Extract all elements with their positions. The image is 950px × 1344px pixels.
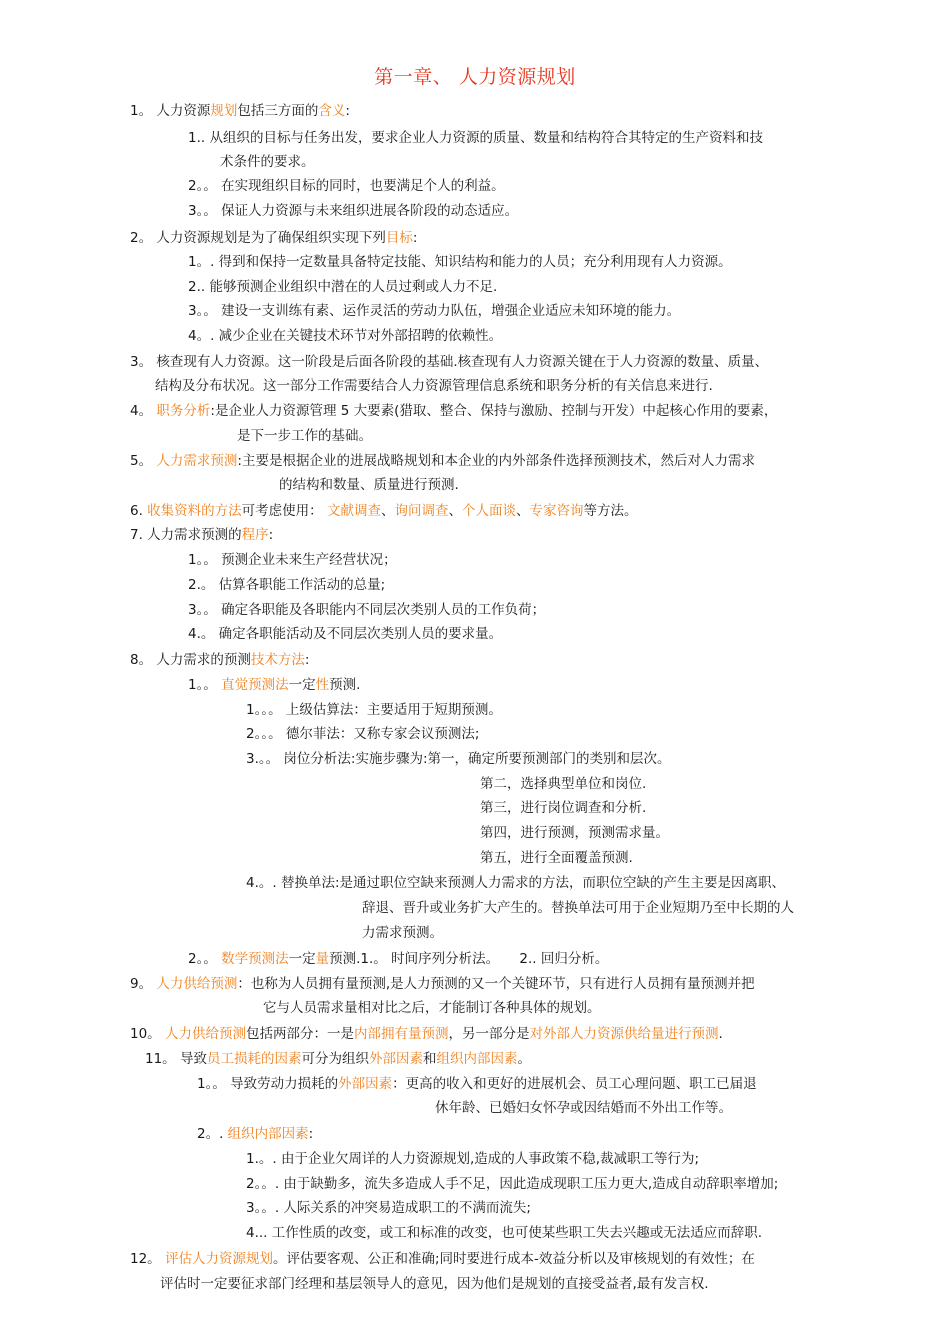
text-segment: 4.。. 替换单法:是通过职位空缺来预测人力需求的方法，而职位空缺的产生主要是因离职、 [246, 875, 786, 891]
text-segment: 3。。 确定各职能及各职能内不同层次类别人员的工作负荷； [188, 602, 546, 618]
text-segment: 1.。. 由于企业欠周详的人力资源规划,造成的人事政策不稳,裁减职工等行为; [246, 1151, 700, 1167]
highlighted-term: 外部因素 [338, 1076, 393, 1092]
text-line [188, 177, 505, 195]
highlighted-term: 组织内部因素 [436, 1051, 518, 1067]
text-segment: 1。. 得到和保持一定数量具备特定技能、知识结构和能力的人员；充分利用现有人力资源。 [188, 254, 732, 270]
text-segment: 2。. [197, 1126, 228, 1142]
text-line [130, 1250, 755, 1268]
text-segment: 休年龄、已婚妇女怀孕或因结婚而不外出工作等。 [435, 1100, 732, 1116]
text-line [188, 129, 763, 147]
text-segment: 1。。 [188, 677, 222, 693]
page-title: 第一章、 人力资源规划 [374, 66, 576, 88]
text-line [435, 1099, 732, 1117]
text-segment: 1。。 导致劳动力损耗的 [197, 1076, 339, 1092]
text-segment: 3。 核查现有人力资源。这一阶段是后面各阶段的基础.核查现有人力资源关键在于人力资源的数量、质量、 [130, 354, 769, 370]
text-segment: 11。 导致 [145, 1051, 207, 1067]
text-line [246, 1199, 531, 1217]
highlighted-term: 性 [315, 677, 330, 693]
highlighted-term: 职务分析 [156, 403, 211, 419]
text-line [246, 1150, 699, 1168]
text-segment: 4... 工作性质的改变，或工和标准的改变，也可使某些职工失去兴趣或无法适应而辞职. [246, 1225, 763, 1241]
text-segment: 第二，选择典型单位和岗位. [480, 776, 647, 792]
text-line [220, 153, 315, 171]
text-line [246, 725, 479, 743]
highlighted-term: 量 [315, 951, 330, 967]
text-segment: : [345, 103, 350, 119]
highlighted-term: 评估人力资源规划 [164, 1251, 273, 1267]
text-segment: 辞退、晋升或业务扩大产生的。替换单法可用于企业短期乃至中长期的人 [362, 900, 794, 916]
text-segment: 4.。 确定各职能活动及不同层次类别人员的要求量。 [188, 626, 503, 642]
text-line [246, 701, 502, 719]
text-line [480, 849, 633, 867]
highlighted-term: 专家咨询 [529, 503, 584, 519]
text-segment: 8。 人力需求的预测 [130, 652, 251, 668]
text-line [130, 1025, 723, 1043]
highlighted-term: 内部拥有量预测 [353, 1026, 449, 1042]
text-line [197, 1075, 757, 1093]
text-line [188, 202, 518, 220]
text-segment: 3.。。 岗位分析法:实施步骤为:第一，确定所要预测部门的类别和层次。 [246, 751, 671, 767]
text-segment: 可分为组织 [301, 1051, 369, 1067]
text-line [197, 1125, 313, 1143]
text-segment: 2.。 估算各职能工作活动的总量; [188, 577, 386, 593]
text-segment: 1。。 预测企业未来生产经营状况； [188, 552, 397, 568]
text-segment: : [308, 1126, 314, 1142]
highlighted-term: 规划 [210, 103, 238, 119]
text-line [160, 1275, 709, 1293]
text-segment: 2。。 在实现组织目标的同时，也要满足个人的利益。 [188, 178, 505, 194]
text-segment: 3。。. 人际关系的冲突易造成职工的不满而流失; [246, 1200, 531, 1216]
text-line [480, 775, 646, 793]
text-segment: : [304, 652, 310, 668]
text-segment: 力需求预测。 [362, 925, 443, 941]
text-segment: 。 [517, 1051, 531, 1067]
text-line [188, 551, 397, 569]
text-segment: 、 [515, 503, 530, 519]
text-segment: 6. [130, 503, 148, 519]
text-segment: 2。。 [188, 951, 222, 967]
text-segment: 的结构和数量、质量进行预测. [279, 477, 459, 493]
text-segment: 2.. 能够预测企业组织中潜在的人员过剩或人力不足. [188, 279, 498, 295]
text-line [130, 975, 755, 993]
highlighted-term: 程序 [241, 527, 269, 543]
text-line [246, 750, 671, 768]
text-segment: 第四，进行预测，预测需求量。 [480, 825, 669, 841]
text-line [480, 824, 669, 842]
text-line [130, 526, 273, 544]
text-segment: 10。 [130, 1026, 165, 1042]
text-segment: 一定 [288, 677, 316, 693]
text-line [188, 950, 608, 968]
text-segment: 4。. 减少企业在关键技术环节对外部招聘的依赖性。 [188, 328, 503, 344]
text-segment: 。评估要客观、公正和准确;同时要进行成本-效益分析以及审核规划的有效性；在 [272, 1251, 755, 1267]
text-segment: 术条件的要求。 [220, 154, 315, 170]
highlighted-term: 数学预测法 [221, 951, 289, 967]
text-segment: :是企业人力资源管理 5 大要素(猎取、整合、保持与激励、控制与开发）中起核心作用的要素， [210, 403, 778, 419]
text-segment: 是下一步工作的基础。 [237, 428, 372, 444]
text-line [362, 899, 794, 917]
text-segment: 3。。 建设一支训练有素、运作灵活的劳动力队伍，增强企业适应未知环境的能力。 [188, 303, 681, 319]
text-segment: 预测. [329, 677, 361, 693]
highlighted-term: 人力供给预测 [156, 976, 238, 992]
text-segment: 2。。. 由于缺勤多，流失多造成人手不足，因此造成现职工压力更大,造成自动辞职率增加; [246, 1176, 779, 1192]
text-segment: 评估时一定要征求部门经理和基层领导人的意见，因为他们是规划的直接受益者,最有发言权. [160, 1276, 709, 1292]
text-segment: 12。 [130, 1251, 165, 1267]
text-line [188, 576, 385, 594]
text-segment: 3。。 保证人力资源与未来组织进展各阶段的动态适应。 [188, 203, 519, 219]
text-segment: 9。 [130, 976, 157, 992]
text-segment: 结构及分布状况。这一部分工作需要结合人力资源管理信息系统和职务分析的有关信息来进行. [155, 378, 713, 394]
text-line [246, 874, 785, 892]
text-segment: 可考虑使用： [241, 503, 327, 519]
text-line [188, 601, 545, 619]
highlighted-term: 对外部人力资源供给量进行预测 [529, 1026, 719, 1042]
text-segment: 2。 人力资源规划是为了确保组织实现下列 [130, 230, 386, 246]
text-line [246, 1175, 778, 1193]
highlighted-term: 收集资料的方法 [147, 503, 242, 519]
text-segment: 它与人员需求量相对比之后，才能制订各种具体的规划。 [263, 1000, 601, 1016]
text-segment: 包括两部分：一是 [245, 1026, 354, 1042]
text-segment: . [718, 1026, 723, 1042]
text-line [188, 302, 680, 320]
highlighted-term: 询问调查 [394, 503, 449, 519]
text-segment: : [412, 230, 418, 246]
text-segment: 第五，进行全面覆盖预测. [480, 850, 633, 866]
text-line [188, 625, 502, 643]
text-line [188, 278, 497, 296]
text-segment: ：更高的收入和更好的进展机会、员工心理问题、职工已届退 [392, 1076, 757, 1092]
text-line [130, 402, 777, 420]
highlighted-term: 人力需求预测 [156, 453, 238, 469]
text-line [279, 476, 459, 494]
text-segment: 预测.1.。 时间序列分析法。 2.. 回归分析。 [329, 951, 609, 967]
text-segment: 等方法。 [583, 503, 638, 519]
text-segment: 和 [422, 1051, 437, 1067]
highlighted-term: 含义 [318, 103, 346, 119]
text-segment: 1。。。 上级估算法：主要适用于短期预测。 [246, 702, 502, 718]
highlighted-term: 组织内部因素 [227, 1126, 309, 1142]
highlighted-term: 文献调查 [326, 503, 381, 519]
text-line [188, 327, 502, 345]
text-line [263, 999, 601, 1017]
highlighted-term: 外部因素 [368, 1051, 423, 1067]
text-line [480, 799, 646, 817]
highlighted-term: 人力供给预测 [164, 1026, 246, 1042]
text-segment: 一定 [288, 951, 316, 967]
text-segment: :主要是根据企业的进展战略规划和本企业的内外部条件选择预测技术，然后对人力需求 [237, 453, 755, 469]
highlighted-term: 直觉预测法 [221, 677, 289, 693]
text-line [362, 924, 443, 942]
text-segment: 1.. 从组织的目标与任务出发，要求企业人力资源的质量、数量和结构符合其特定的生产资料和技 [188, 130, 763, 146]
text-segment: 2。。。 德尔菲法：又称专家会议预测法; [246, 726, 480, 742]
text-segment: ，另一部分是 [448, 1026, 530, 1042]
highlighted-term: 目标 [385, 230, 413, 246]
text-segment: 、 [448, 503, 462, 519]
highlighted-term: 技术方法 [250, 652, 305, 668]
text-line [130, 452, 755, 470]
text-line [155, 377, 713, 395]
highlighted-term: 员工损耗的因素 [206, 1051, 302, 1067]
text-line [246, 1224, 762, 1242]
text-line [188, 253, 732, 271]
highlighted-term: 个人面谈 [461, 503, 516, 519]
text-line [130, 353, 768, 371]
text-line [237, 427, 372, 445]
text-segment: ：也称为人员拥有量预测,是人力预测的又一个关键环节，只有进行人员拥有量预测并把 [237, 976, 755, 992]
text-segment: 、 [380, 503, 395, 519]
text-line [130, 651, 309, 669]
text-segment: 1。 人力资源 [130, 103, 211, 119]
text-line [130, 229, 417, 247]
text-segment: 5。 [130, 453, 157, 469]
text-line [130, 502, 637, 520]
text-segment: 4。 [130, 403, 157, 419]
text-line [130, 102, 350, 120]
text-segment: 包括三方面的 [237, 103, 319, 119]
text-line [188, 676, 360, 694]
text-line [145, 1050, 531, 1068]
text-segment: : [268, 527, 274, 543]
text-segment: 第三，进行岗位调查和分析. [480, 800, 647, 816]
text-segment: 7. 人力需求预测的 [130, 527, 242, 543]
